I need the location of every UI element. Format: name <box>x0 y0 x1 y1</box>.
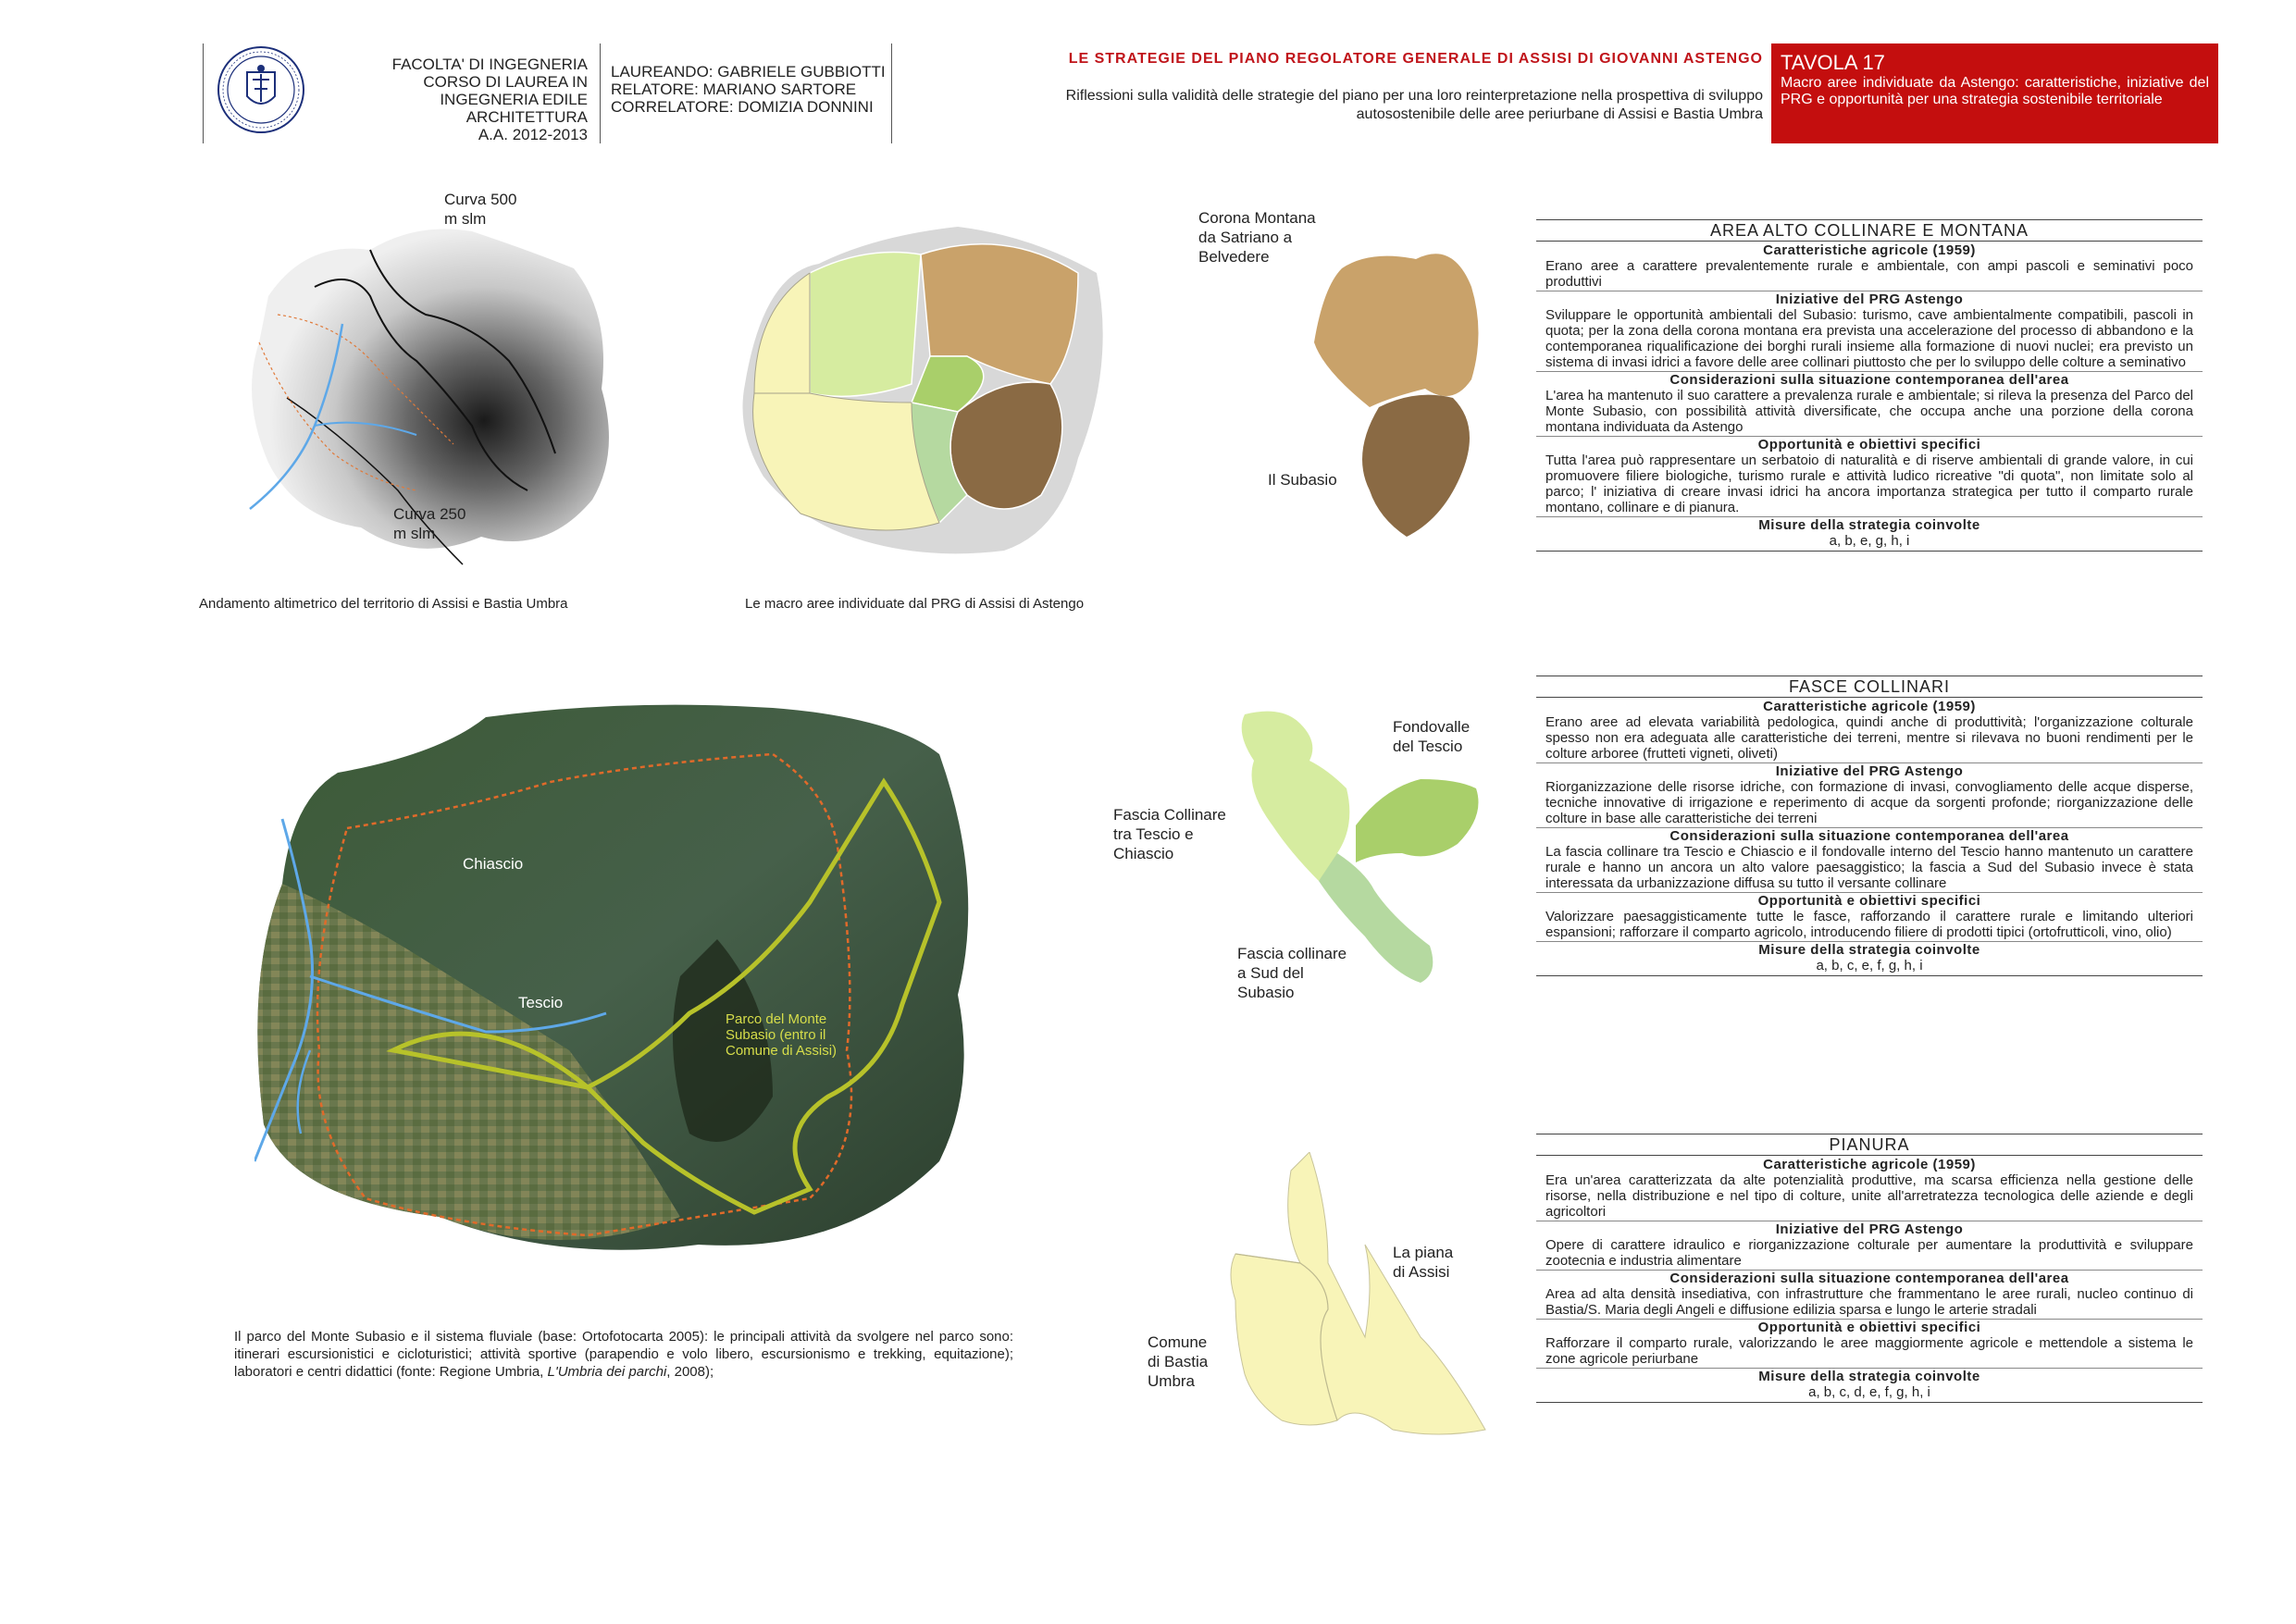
curve-500-label: Curva 500 <box>444 191 517 208</box>
tavola-number: TAVOLA 17 <box>1781 51 1885 74</box>
supervisor: RELATORE: MARIANO SARTORE <box>611 81 857 98</box>
section-heading: Caratteristiche agricole (1959) <box>1763 242 1976 258</box>
section-heading: Considerazioni sulla situazione contemporanea dell'area <box>1536 827 2203 844</box>
piana-label: di Assisi <box>1393 1263 1450 1281</box>
section-text: Rafforzare il comparto rurale, valorizzando le aree maggiormente agricole e mettendole a sistema le zone agricole periurbane <box>1545 1335 2193 1367</box>
section-pianura <box>1536 1134 2203 1403</box>
corona-label: Corona Montana <box>1198 209 1316 227</box>
curve-250-label: Curva 250 <box>393 505 466 523</box>
parco-label: Subasio (entro il <box>726 1027 826 1043</box>
section-heading: Considerazioni sulla situazione contemporanea dell'area <box>1536 1270 2203 1286</box>
faculty-line: FACOLTA' DI INGEGNERIA <box>391 56 588 73</box>
section-heading: Opportunità e obiettivi specifici <box>1536 436 2203 452</box>
fascia-sud-label: a Sud del <box>1237 964 1304 982</box>
fascia-sud-label: Subasio <box>1237 984 1295 1001</box>
corona-label: Belvedere <box>1198 248 1270 266</box>
section-measures: a, b, c, d, e, f, g, h, i <box>1536 1384 2203 1403</box>
ortho-caption: nel parco sono: itinerari escursionistici e cicloturistici; attività sportive (parapendio e volo libero, <box>234 1329 1014 1362</box>
section-montana <box>1536 219 2203 552</box>
macro-areas-caption: Le macro aree individuate dal PRG di Assisi di Astengo <box>745 596 1085 612</box>
altimetric-caption: Andamento altimetrico del territorio di Assisi e Bastia Umbra <box>199 596 568 612</box>
section-heading: Misure della strategia coinvolte <box>1536 516 2203 533</box>
chiascio-label: Chiascio <box>463 855 524 873</box>
section-heading: Misure della strategia coinvolte <box>1536 1368 2203 1384</box>
section-text: Valorizzare paesaggisticamente tutte le fasce, rafforzando il carattere rurale e limitando ulteriori espansioni; rafforzare il comparto agricolo, introducendo filiere di prodotti tipici (ortofrutticoli, vino, olio) <box>1545 909 2193 940</box>
section-heading: Iniziative del PRG Astengo <box>1536 762 2203 779</box>
section-heading: Misure della strategia coinvolte <box>1536 941 2203 958</box>
section-measures: a, b, e, g, h, i <box>1536 533 2203 552</box>
section-title: AREA ALTO COLLINARE E MONTANA <box>1536 219 2203 242</box>
ortho-caption-italic: parchi <box>628 1364 667 1380</box>
ortho-caption: , 2008); <box>666 1364 714 1380</box>
ortho-caption: escursionismo e trekking, equitazione); laboratori e centri didattici (fonte: Regione Umbria, <box>234 1346 1014 1380</box>
section-heading: Caratteristiche agricole (1959) <box>1763 699 1976 714</box>
section-measures: a, b, c, e, f, g, h, i <box>1536 958 2203 976</box>
subtitle: Riflessioni sulla validità delle strategie del piano per una loro reinterpretazione nella prospettiva di sviluppo <box>1065 88 1763 104</box>
section-heading: Opportunità e obiettivi specifici <box>1536 892 2203 909</box>
section-collinari <box>1536 676 2203 976</box>
fascia-tc-label: Fascia Collinare <box>1113 806 1226 824</box>
curve-500-label: m slm <box>444 210 487 228</box>
parco-label: Comune di Assisi) <box>726 1043 838 1059</box>
fascia-tc-label: Chiascio <box>1113 845 1174 862</box>
fondovalle-label: del Tescio <box>1393 738 1463 755</box>
section-text: Area ad alta densità insediativa, con infrastrutture che frammentano le aree rurali, nucleo continuo di Bastia/S. Maria degli Angeli e diffusione edilizia sparsa e lungo le arterie stradali <box>1545 1286 2193 1318</box>
section-title: PIANURA <box>1536 1134 2203 1156</box>
subtitle: autosostenibile delle aree periurbane di Assisi e Bastia Umbra <box>1356 106 1763 122</box>
section-text: Sviluppare le opportunità ambientali del Subasio: turismo, cave ambientalmente compatibili, pascoli in quota; per la zona della corona montana era prevista una accelerazione del processo di abbandono e la contemporanea riqualificazione dei borghi rurali insieme alla formazione di nuovi nuclei; era previsto un sistema di invasi idrici a favore delle aree collinari piuttosto che per lo sviluppo delle colture a seminativo <box>1545 307 2193 370</box>
section-heading: Iniziative del PRG Astengo <box>1536 1221 2203 1237</box>
fondovalle-label: Fondovalle <box>1393 718 1471 736</box>
section-heading: Iniziative del PRG Astengo <box>1536 291 2203 307</box>
section-text: Riorganizzazione delle risorse idriche, con formazione di invasi, convogliamento delle acque disperse, tecniche innovative di irrigazione e reperimento di acque da sorgenti profonde; riorganizzazione delle colture in base alle caratteristiche dei terreni <box>1545 779 2193 826</box>
bastia-label: Umbra <box>1148 1372 1196 1390</box>
corona-label: da Satriano a <box>1198 229 1293 246</box>
section-title: FASCE COLLINARI <box>1536 676 2203 698</box>
section-text: L'area ha mantenuto il suo carattere a prevalenza rurale e ambientale; si rileva la presenza del Parco del Monte Subasio, con possibilità attività diversificate, che occupa anche una porzione della corona montana individuata da Astengo <box>1545 388 2193 435</box>
subasio-label: Il Subasio <box>1268 471 1337 489</box>
area-pianura-shapes <box>1226 1152 1495 1439</box>
faculty-line: A.A. 2012-2013 <box>478 126 588 143</box>
tescio-label: Tescio <box>518 994 564 1011</box>
main-title: LE STRATEGIE DEL PIANO REGOLATORE GENERALE DI ASSISI DI GIOVANNI ASTENGO <box>1068 51 1763 67</box>
candidate: LAUREANDO: GABRIELE GUBBIOTTI <box>611 63 886 81</box>
co-supervisor: CORRELATORE: DOMIZIA DONNINI <box>611 98 874 116</box>
bastia-label: di Bastia <box>1148 1353 1209 1370</box>
faculty-line: CORSO DI LAUREA IN <box>423 73 588 91</box>
macro-areas-map <box>726 217 1124 569</box>
tavola-description: Macro aree individuate da Astengo: caratteristiche, iniziative del PRG e opportunità per una strategia sostenibile territoriale <box>1781 75 2209 107</box>
area-montana-shapes <box>1305 231 1490 546</box>
fascia-sud-label: Fascia collinare <box>1237 945 1347 962</box>
university-seal <box>216 44 306 135</box>
bastia-label: Comune <box>1148 1333 1208 1351</box>
parco-label: Parco del Monte <box>726 1011 827 1027</box>
section-heading: Considerazioni sulla situazione contemporanea dell'area <box>1536 371 2203 388</box>
fascia-tc-label: tra Tescio e <box>1113 825 1194 843</box>
section-text: Opere di carattere idraulico e riorganizzazione colturale per aumentare la produttività e sviluppare zootecnia e industria alimentare <box>1545 1237 2193 1269</box>
section-text: Era un'area caratterizzata da alte potenzialità produttive, ma scarsa efficienza nella gestione delle risorse, nella distribuzione e nel tipo di colture, unite all'arretratezza tecnologica delle aziende e degli agricoltori <box>1545 1172 2193 1220</box>
ortho-caption: Il parco del Monte Subasio e il sistema fluviale (base: Ortofotocarta 2005): le principali attività da svolgere <box>234 1329 910 1345</box>
ortho-caption-italic: L'Umbria dei <box>547 1364 626 1380</box>
section-text: La fascia collinare tra Tescio e Chiascio e il fondovalle interno del Tescio hanno mantenuto un carattere rurale e hanno un ancora un alto valore paesaggistico; la fascia a Sud del Subasio invece è stata interessata da urbanizzazione diffusa su tutto il versante collinare <box>1545 844 2193 891</box>
orthophoto-map <box>254 699 976 1272</box>
section-text: Tutta l'area può rappresentare un serbatoio di naturalità e di riserve ambientali di grande valore, in cui promuovere filiere biologiche, turismo rurale e attività ludico ricreative "di quota", non limitate solo al parco; l' iniziativa di creare invasi idrici ha ancora importanza strategica per tutto il comparto rurale montano, collinare e di pianura. <box>1545 452 2193 515</box>
piana-label: La piana <box>1393 1244 1454 1261</box>
section-heading: Caratteristiche agricole (1959) <box>1763 1157 1976 1172</box>
tavola-box <box>1771 43 2218 143</box>
faculty-line: INGEGNERIA EDILE ARCHITETTURA <box>440 91 588 126</box>
curve-250-label: m slm <box>393 525 436 542</box>
section-text: Erano aree a carattere prevalentemente rurale e ambientale, con ampi pascoli e seminativi poco produttivi <box>1545 258 2193 290</box>
section-heading: Opportunità e obiettivi specifici <box>1536 1319 2203 1335</box>
section-text: Erano aree ad elevata variabilità pedologica, quindi anche di produttività; l'organizzazione colturale spesso non era adeguata alle caratteristiche dei terreni, mentre si rilevava no buoni rendimenti per le colture arboree (frutteti vigneti, oliveti) <box>1545 714 2193 762</box>
